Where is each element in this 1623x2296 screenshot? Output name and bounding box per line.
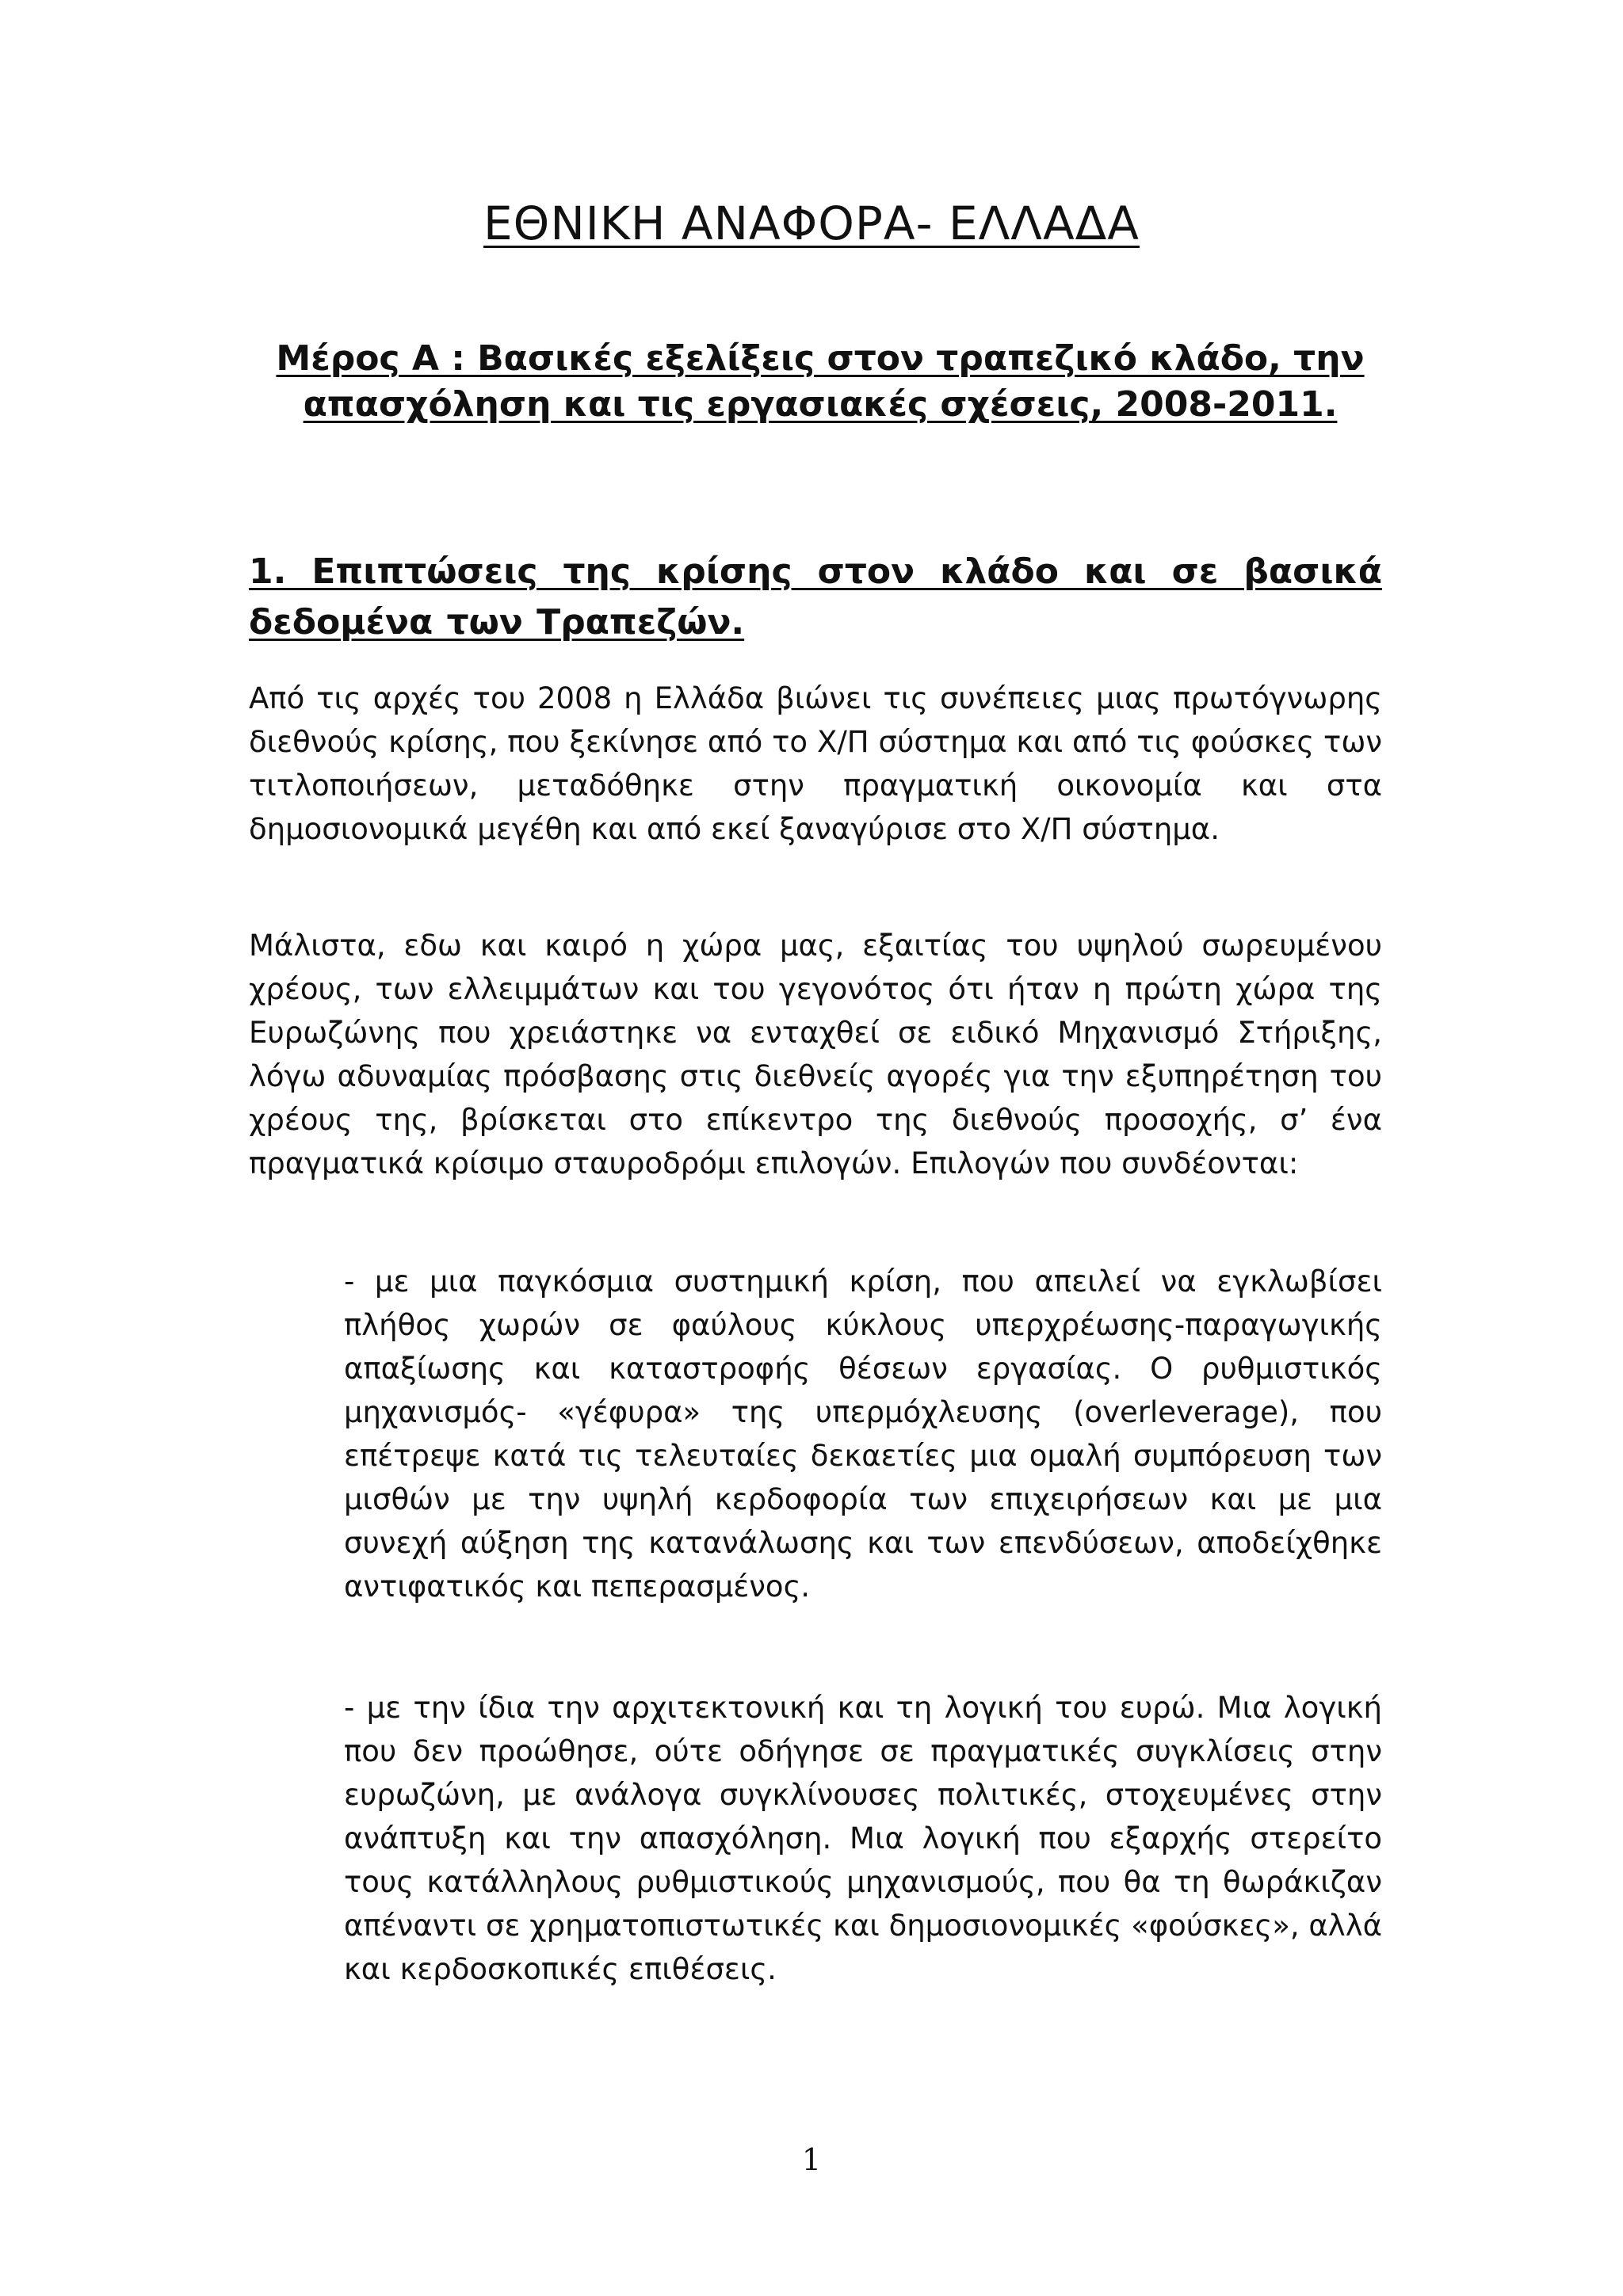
list-item-euro-architecture: - με την ίδια την αρχιτεκτονική και τη λογική του ευρώ. Μια λογική που δεν προώθησε, ούτε οδήγησε σε πραγματικές συγκλίσεις στην ευρωζώνη, με ανάλογα συγκλίνουσες πολιτικές, στοχευμένες στην ανάπτυξη και την απασχόληση. Μια λογική που εξαρχής στερείτο τους κατάλληλους ρυθμιστικούς μηχανισμούς, που θα τη θωράκιζαν απέναντι σε χρηματοπιστωτικές και δημοσιονομικές «φούσκες», αλλά και κερδοσκοπικές επιθέσεις.: [344, 1691, 1382, 1986]
section-1-heading-text: 1. Επιπτώσεις της κρίσης στον κλάδο και σε βασικά δεδομένα των Τραπεζών.: [249, 551, 1382, 643]
document-title: [0, 196, 1623, 250]
paragraph-intro: Από τις αρχές του 2008 η Ελλάδα βιώνει τις συνέπειες μιας πρωτόγνωρης διεθνούς κρίσης, που ξεκίνησε από το Χ/Π σύστημα και από τις φούσκες των τιτλοποιήσεων, μεταδόθηκε στην πραγματική οικονομία και στα δημοσιονομικά μεγέθη και από εκεί ξαναγύρισε στο Χ/Π σύστημα.: [249, 681, 1382, 846]
document-title-text: ΕΘΝΙΚΗ ΑΝΑΦΟΡΑ- ΕΛΛΑΔΑ: [483, 196, 1140, 250]
section-1-heading: [249, 547, 1382, 648]
paragraph-context: Μάλιστα, εδω και καιρό η χώρα μας, εξαιτίας του υψηλού σωρευμένου χρέους, των ελλειμμάτων και του γεγονότος ότι ήταν η πρώτη χώρα της Ευρωζώνης που χρειάστηκε να ενταχθεί σε ειδικό Μηχανισμό Στήριξης, λόγω αδυναμίας πρόσβασης στις διεθνείς αγορές για την εξυπηρέτηση του χρέους της, βρίσκεται στο επίκεντρο της διεθνούς προσοχής, σ’ ένα πραγματικά κρίσιμο σταυροδρόμι επιλογών. Επιλογών που συνδέονται:: [249, 929, 1382, 1180]
list-item-systemic-crisis: - με μια παγκόσμια συστημική κρίση, που απειλεί να εγκλωβίσει πλήθος χωρών σε φαύλους κύκλους υπερχρέωσης-παραγωγικής απαξίωσης και καταστροφής θέσεων εργασίας. Ο ρυθμιστικός μηχανισμός- «γέφυρα» της υπερμόχλευσης (overleverage), που επέτρεψε κατά τις τελευταίες δεκαετίες μια ομαλή συμπόρευση των μισθών με την υψηλή κερδοφορία των επιχειρήσεων και με μια συνεχή αύξηση της κατανάλωσης και των επενδύσεων, αποδείχθηκε αντιφατικός και πεπερασμένος.: [344, 1264, 1382, 1604]
part-a-heading-text: Μέρος Α : Βασικές εξελίξεις στον τραπεζικό κλάδο, την απασχόληση και τις εργασιακές σχέσεις, 2008-2011.: [276, 338, 1365, 425]
part-a-heading: [262, 336, 1379, 428]
page-number: 1: [801, 2142, 822, 2177]
